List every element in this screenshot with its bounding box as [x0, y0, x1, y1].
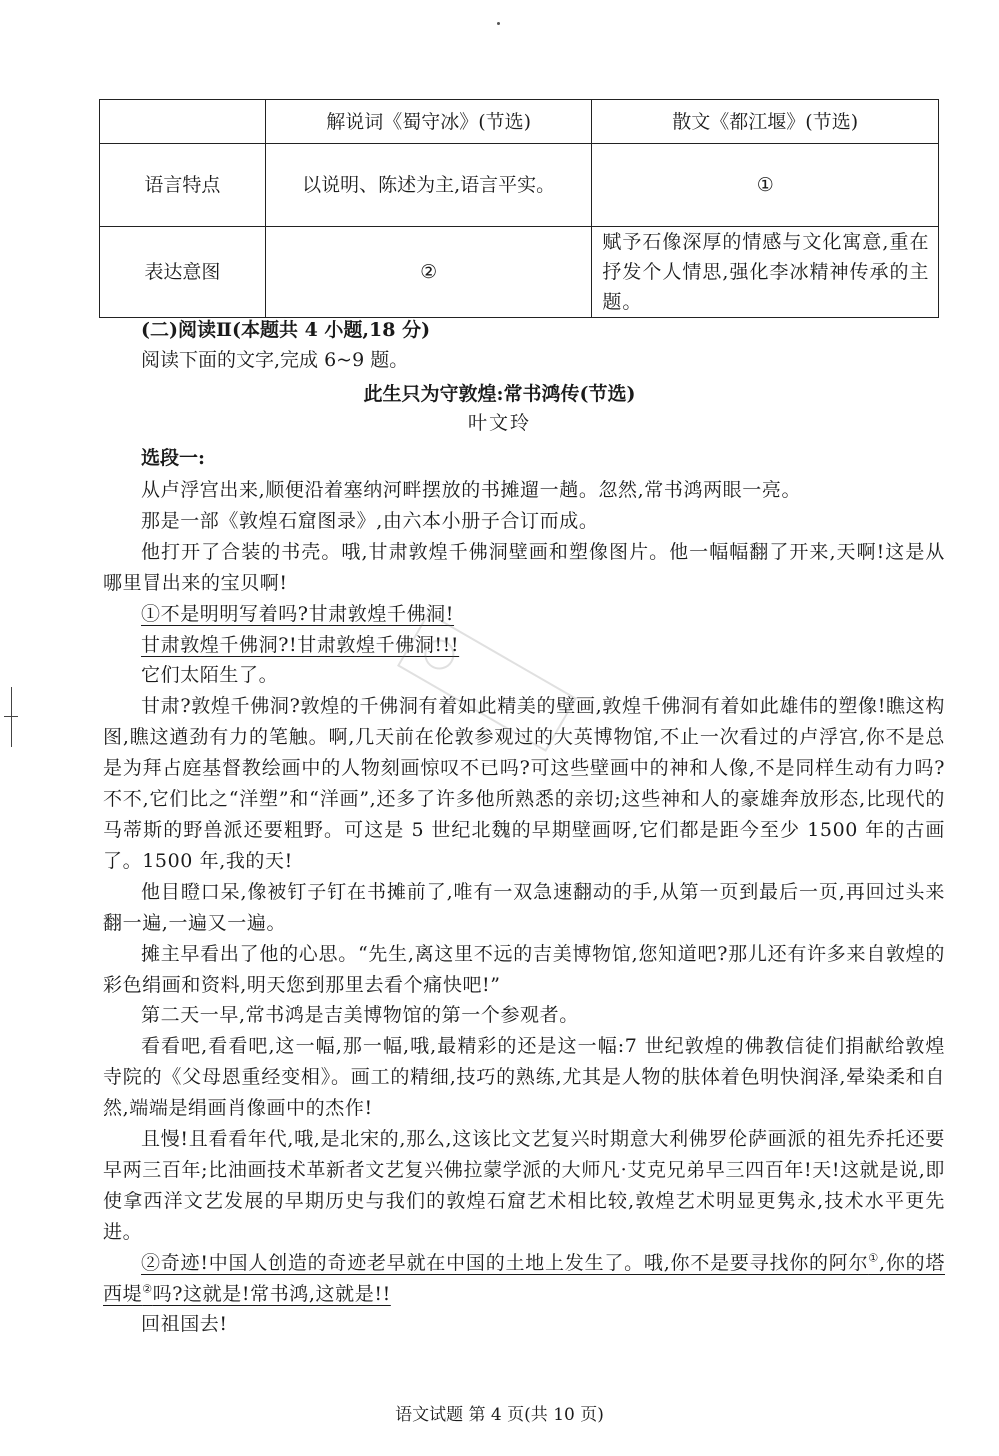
underlined-text: ,你的塔西堤	[103, 1251, 945, 1305]
table-header-commentary: 解说词《蜀守冰》(节选)	[265, 100, 592, 144]
cell-language-essay-blank: ①	[592, 144, 939, 227]
underlined-sentence-1: ①不是明明写着吗?甘肃敦煌千佛洞!	[141, 602, 455, 625]
scan-dot	[497, 22, 500, 25]
paragraph: 甘肃?敦煌千佛洞?敦煌的千佛洞有着如此精美的壁画,敦煌千佛洞有着如此雄伟的塑像!瞧这构图,瞧这遒劲有力的笔触。啊,几天前在伦敦参观过的大英博物馆,不止一次看过的卢浮宫,你不是总是为拜占庭基督教绘画中的人物刻画惊叹不已吗?可这些壁画中的神和人像,不是同样生动有力吗?不不,它们比之“洋塑”和“洋画”,还多了许多他所熟悉的亲切;这些神和人的豪雄奔放形态,比现代的马蒂斯的野兽派还要粗野。可这是 5 世纪北魏的早期壁画呀,它们都是距今至少 1500 年的古画了。1500 年,我的天!	[103, 695, 945, 872]
table-header-row	[100, 100, 939, 144]
table-header-empty	[100, 100, 266, 144]
footnote-marker-2: ②	[142, 1282, 153, 1296]
paragraph: 摊主早看出了他的心思。“先生,离这里不远的吉美博物馆,您知道吧?那儿还有许多来自敦煌的彩色绢画和资料,明天您到那里去看个痛快吧!”	[103, 942, 945, 996]
underlined-text: ②奇迹!中国人创造的奇迹老早就在中国的土地上发生了。哦,你不是要寻找你的阿尔	[141, 1251, 869, 1274]
paragraph-underlined	[103, 630, 945, 661]
section-heading: (二)阅读Ⅱ(本题共 4 小题,18 分)	[141, 319, 431, 341]
table-row	[100, 227, 939, 318]
paragraph: 那是一部《敦煌石窟图录》,由六本小册子合订而成。	[141, 509, 599, 532]
footnote-marker-1: ①	[868, 1251, 880, 1265]
paragraph: 第二天一早,常书鸿是吉美博物馆的第一个参观者。	[141, 1004, 579, 1027]
paragraph: 且慢!且看看年代,哦,是北宋的,那么,这该比文艺复兴时期意大利佛罗伦萨画派的祖先乔托还要早两三百年;比油画技术革新者文艺复兴佛拉蒙学派的大师凡·艾克兄弟早三四百年!天!这就是说,即使拿西洋文艺发展的早期历史与我们的敦煌石窟艺术相比较,敦煌艺术明显更隽永,技术水平更先进。	[103, 1128, 945, 1243]
table-header-essay: 散文《都江堰》(节选)	[592, 100, 939, 144]
binding-margin-tick	[4, 716, 18, 717]
binding-margin-line	[11, 687, 12, 747]
paragraph-underlined	[103, 599, 945, 630]
cell-intent-essay: 赋予石像深厚的情感与文化寓意,重在抒发个人情思,强化李冰精神传承的主题。	[592, 227, 939, 318]
article-title: 此生只为守敦煌:常书鸿传(节选)	[363, 383, 636, 405]
row-label-language: 语言特点	[100, 144, 266, 227]
comparison-table	[99, 99, 939, 318]
cell-intent-commentary-blank: ②	[265, 227, 592, 318]
underlined-sentence-1-cont: 甘肃敦煌千佛洞?!甘肃敦煌千佛洞!!!	[141, 633, 460, 656]
segment-label: 选段一:	[141, 447, 206, 469]
cell-language-commentary: 以说明、陈述为主,语言平实。	[265, 144, 592, 227]
paragraph: 他目瞪口呆,像被钉子钉在书摊前了,唯有一双急速翻动的手,从第一页到最后一页,再回过头来翻一遍,一遍又一遍。	[103, 880, 945, 934]
article-author: 叶文玲	[467, 412, 531, 434]
row-label-intent: 表达意图	[100, 227, 266, 318]
page-footer: 语文试题 第 4 页(共 10 页)	[395, 1405, 604, 1425]
table-row	[100, 144, 939, 227]
reading-instruction: 阅读下面的文字,完成 6~9 题。	[141, 349, 409, 371]
paragraph: 他打开了合装的书壳。哦,甘肃敦煌千佛洞壁画和塑像图片。他一幅幅翻了开来,天啊!这是从哪里冒出来的宝贝啊!	[103, 540, 945, 594]
underlined-sentence-2	[103, 1252, 945, 1305]
paragraph: 看看吧,看看吧,这一幅,那一幅,哦,最精彩的还是这一幅:7 世纪敦煌的佛教信徒们捐献给敦煌寺院的《父母恩重经变相》。画工的精细,技巧的熟练,尤其是人物的肤体着色明快润泽,晕染柔和自然,端端是绢画肖像画中的杰作!	[103, 1035, 945, 1120]
paragraph: 从卢浮宫出来,顺便沿着塞纳河畔摆放的书摊遛一趟。忽然,常书鸿两眼一亮。	[141, 479, 802, 501]
underlined-text: 吗?这就是!常书鸿,这就是!!	[152, 1282, 391, 1305]
paragraph: 回祖国去!	[141, 1313, 228, 1336]
paragraph: 它们太陌生了。	[141, 664, 279, 687]
paragraph-underlined	[103, 1248, 945, 1310]
article-body	[103, 475, 945, 1340]
